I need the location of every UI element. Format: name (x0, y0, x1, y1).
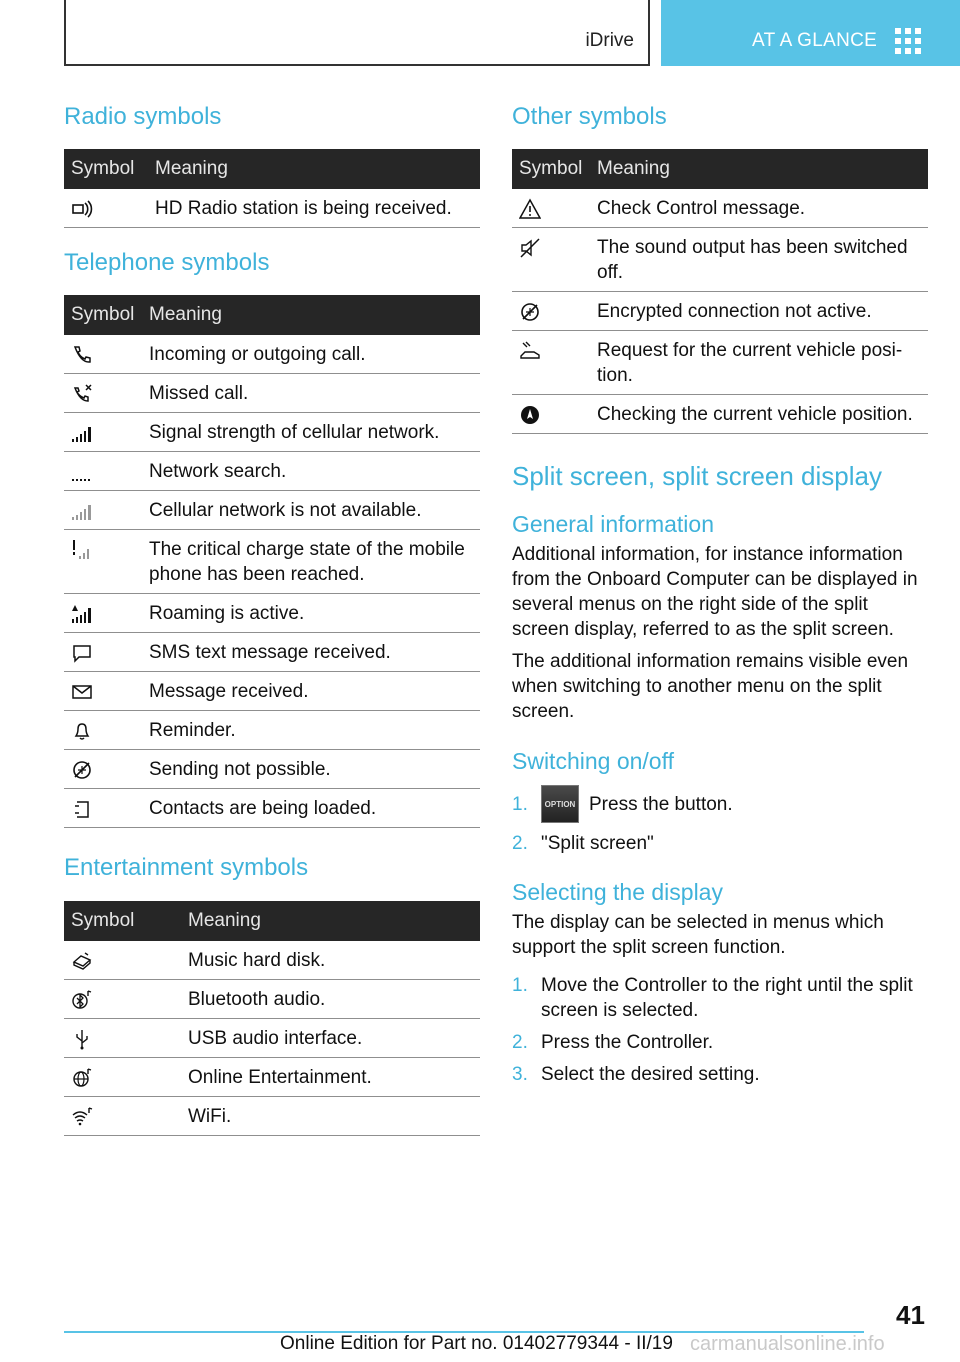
selecting-display-heading: Selecting the display (512, 879, 723, 905)
table-row (512, 189, 928, 228)
table-row (512, 292, 928, 331)
table-cell-meaning: Reminder. (142, 711, 480, 750)
right-column (512, 100, 928, 1087)
step-number: 3. (512, 1064, 528, 1085)
network-search-icon (71, 461, 93, 483)
table-row (64, 1058, 480, 1097)
table-row (64, 1019, 480, 1058)
table-cell-meaning: Missed call. (142, 374, 480, 413)
table-cell-meaning: USB audio interface. (181, 1019, 480, 1058)
telephone-symbols-heading: Telephone symbols (64, 249, 270, 276)
step-text: Select the desired setting. (541, 1064, 760, 1085)
table-cell-meaning: HD Radio station is being received. (148, 189, 480, 228)
col-symbol: Symbol (64, 295, 142, 335)
table-row (64, 789, 480, 828)
wifi-icon (71, 1106, 93, 1128)
table-row (512, 331, 928, 395)
table-cell-meaning: The sound output has been switched off. (590, 228, 928, 292)
table-row (64, 1097, 480, 1136)
vehicle-position-check-icon (519, 404, 541, 426)
table-cell-meaning: The critical charge state of the mobile phone has been reached. (142, 530, 480, 594)
list-item (512, 973, 928, 1023)
col-symbol: Symbol (512, 149, 590, 189)
table-row (512, 395, 928, 434)
table-cell-meaning: Contacts are being loaded. (142, 789, 480, 828)
bluetooth-audio-icon (71, 989, 93, 1011)
hard-disk-icon (71, 950, 93, 972)
envelope-icon (71, 681, 93, 703)
col-symbol: Symbol (64, 901, 181, 941)
list-item (512, 785, 928, 823)
table-row (64, 941, 480, 980)
table-header-row (512, 149, 928, 189)
table-row (64, 374, 480, 413)
table-cell-meaning: Roaming is active. (142, 594, 480, 633)
table-header-row (64, 295, 480, 335)
encryption-inactive-icon (519, 301, 541, 323)
sound-off-icon (519, 237, 541, 259)
vehicle-position-request-icon (519, 340, 541, 362)
list-item (512, 831, 928, 856)
table-cell-meaning: Online Entertainment. (181, 1058, 480, 1097)
chapter-title: AT A GLANCE (752, 30, 878, 51)
table-cell-meaning: Bluetooth audio. (181, 980, 480, 1019)
entertainment-symbols-table (64, 901, 480, 1136)
table-row (64, 335, 480, 374)
section-title: iDrive (585, 30, 634, 51)
step-text: Press the button. (589, 793, 733, 815)
grid-icon (895, 28, 921, 54)
step-text: Press the Controller. (541, 1032, 714, 1053)
roaming-icon (71, 603, 93, 625)
table-row (64, 750, 480, 789)
warning-triangle-icon (519, 198, 541, 220)
col-meaning: Meaning (148, 149, 480, 189)
table-cell-meaning: Signal strength of cellular network. (142, 413, 480, 452)
table-row (64, 672, 480, 711)
table-row (64, 491, 480, 530)
table-row (64, 413, 480, 452)
chapter-tab[interactable] (661, 0, 960, 66)
table-row (64, 633, 480, 672)
table-row (64, 711, 480, 750)
telephone-symbols-table (64, 295, 480, 828)
header-left-box (64, 0, 650, 66)
split-screen-heading: Split screen, split screen display (512, 461, 882, 491)
general-paragraph-2: The additional information remains visible even when switching to another menu on the split screen. (512, 651, 909, 722)
edition-text: Online Edition for Part no. 01402779344 - II/19 (280, 1333, 673, 1354)
table-cell-meaning: Cellular network is not available. (142, 491, 480, 530)
list-item (512, 1030, 928, 1055)
missed-call-icon (71, 383, 93, 405)
radio-symbols-heading: Radio symbols (64, 103, 222, 130)
left-column (64, 100, 480, 1136)
hd-radio-icon (71, 198, 93, 220)
table-cell-meaning: Music hard disk. (181, 941, 480, 980)
option-button[interactable]: OPTION (541, 785, 579, 823)
general-information-heading: General information (512, 511, 714, 537)
selecting-paragraph: The display can be selected in menus which support the split screen function. (512, 912, 884, 958)
watermark: carmanualsonline.info (690, 1333, 885, 1355)
table-cell-meaning: SMS text message received. (142, 633, 480, 672)
table-row (512, 228, 928, 292)
bell-icon (71, 720, 93, 742)
table-cell-meaning: WiFi. (181, 1097, 480, 1136)
col-meaning: Meaning (590, 149, 928, 189)
table-cell-meaning: Network search. (142, 452, 480, 491)
sms-icon (71, 642, 93, 664)
phone-call-icon (71, 344, 93, 366)
step-number: 1. (512, 975, 528, 996)
switching-steps (512, 785, 928, 856)
general-paragraph-1: Additional information, for instance information from the Onboard Computer can be displayed in several menus on the right side of the split screen display, referred to as the split screen. (512, 544, 918, 640)
other-symbols-table (512, 149, 928, 434)
table-row (64, 452, 480, 491)
table-cell-meaning: Checking the current vehicle position. (590, 395, 928, 434)
contacts-loading-icon (71, 798, 93, 820)
table-cell-meaning: Request for the current vehicle position. (590, 331, 928, 395)
step-text: Move the Controller to the right until the split screen is selected. (541, 975, 913, 1021)
col-meaning: Meaning (142, 295, 480, 335)
entertainment-symbols-heading: Entertainment symbols (64, 854, 309, 881)
signal-strength-icon (71, 422, 93, 444)
table-row (64, 594, 480, 633)
step-text: "Split screen" (541, 833, 654, 854)
table-cell-meaning: Message received. (142, 672, 480, 711)
table-row (64, 189, 480, 228)
usb-icon (71, 1028, 93, 1050)
other-symbols-heading: Other symbols (512, 103, 667, 130)
step-number: 2. (512, 833, 528, 854)
col-meaning: Meaning (181, 901, 480, 941)
table-header-row (64, 901, 480, 941)
step-number: 2. (512, 1032, 528, 1053)
table-cell-meaning: Incoming or outgoing call. (142, 335, 480, 374)
table-row (64, 980, 480, 1019)
selecting-steps (512, 973, 928, 1087)
table-header-row (64, 149, 480, 189)
list-item (512, 1062, 928, 1087)
page-number: 41 (896, 1300, 925, 1330)
switching-heading: Switching on/off (512, 748, 674, 774)
table-row (64, 530, 480, 594)
table-cell-meaning: Sending not possible. (142, 750, 480, 789)
table-cell-meaning: Encrypted connection not active. (590, 292, 928, 331)
no-network-icon (71, 500, 93, 522)
radio-symbols-table (64, 149, 480, 228)
online-entertainment-icon (71, 1067, 93, 1089)
step-number: 1. (512, 793, 528, 815)
table-cell-meaning: Check Control message. (590, 189, 928, 228)
sending-not-possible-icon (71, 759, 93, 781)
critical-charge-icon (71, 539, 93, 561)
col-symbol: Symbol (64, 149, 148, 189)
